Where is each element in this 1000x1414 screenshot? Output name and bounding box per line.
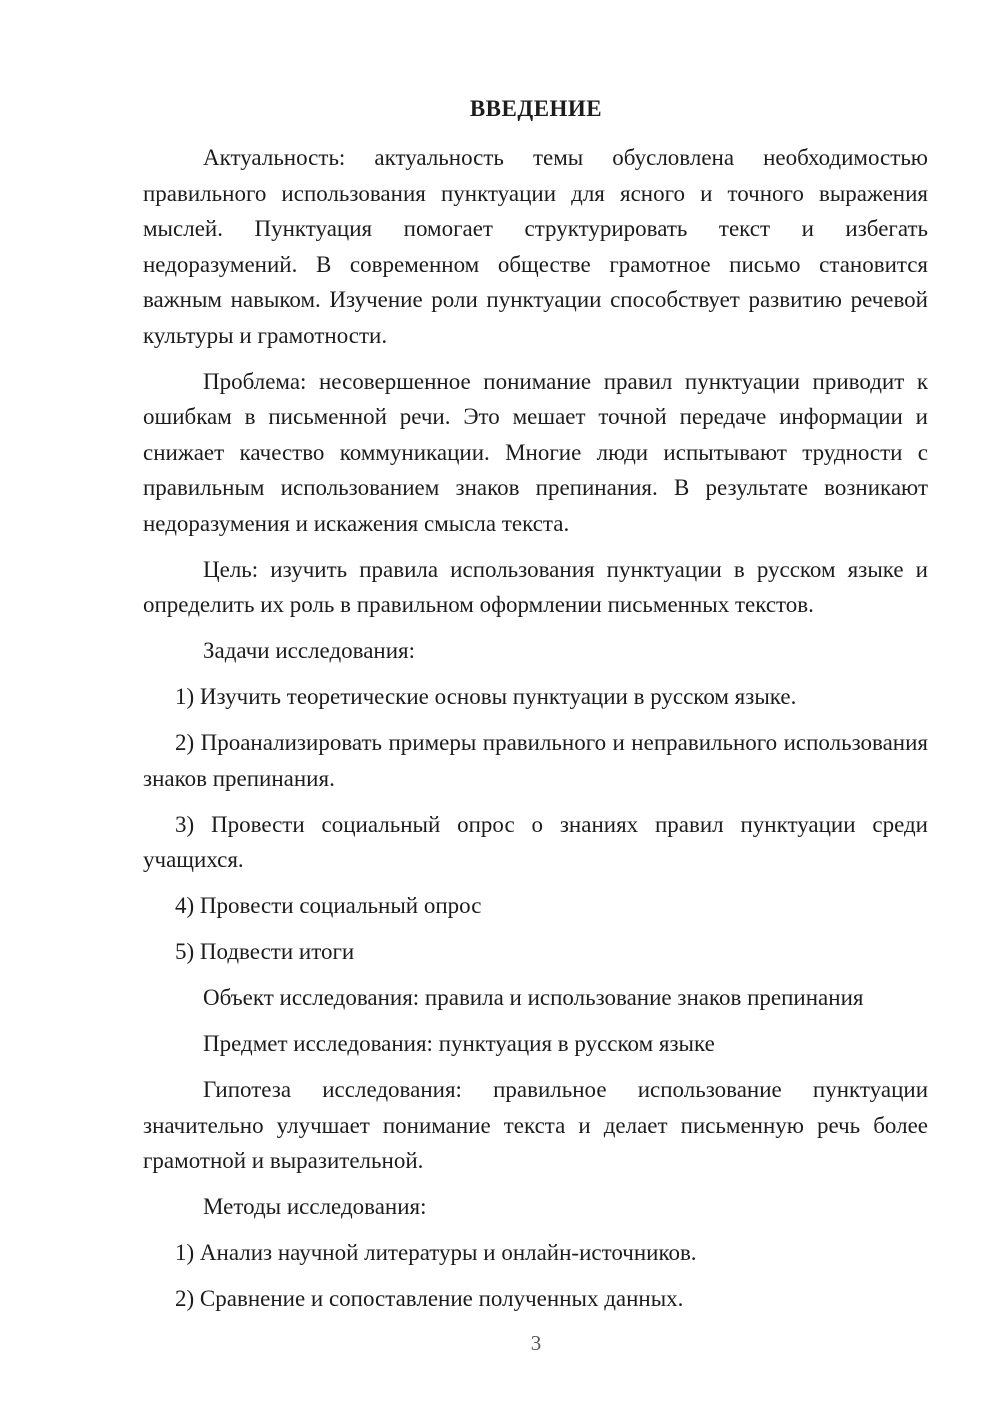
- paragraph-problem: Проблема: несовершенное понимание правил пунктуации приводит к ошибкам в письменной речи. Это мешает точной передаче информации и снижает качество коммуникации. Многие люди испытывают трудности с правильным использованием знаков препинания. В результате возникают недоразумения и искажения смысла текста.: [143, 368, 928, 536]
- list-item-task-1: 1) Изучить теоретические основы пунктуации в русском языке.: [175, 684, 797, 709]
- paragraph-subject: Предмет исследования: пунктуация в русском языке: [203, 1031, 715, 1056]
- list-item-method-1: 1) Анализ научной литературы и онлайн-источников.: [175, 1240, 697, 1265]
- list-item-task-5: 5) Подвести итоги: [175, 939, 355, 964]
- list-item-task-3: 3) Провести социальный опрос о знаниях правил пунктуации среди учащихся.: [143, 811, 928, 872]
- list-item-task-4: 4) Провести социальный опрос: [175, 893, 482, 918]
- paragraph-tasks-heading: Задачи исследования:: [203, 638, 416, 663]
- paragraph-object: Объект исследования: правила и использование знаков препинания: [203, 985, 864, 1010]
- paragraph-goal: Цель: изучить правила использования пунктуации в русском языке и определить их роль в правильном оформлении письменных текстов.: [143, 556, 928, 617]
- paragraph-relevance: Актуальность: актуальность темы обусловлена необходимостью правильного использования пунктуации для ясного и точного выражения мыслей. Пунктуация помогает структурировать текст и избегать недоразумений. В современном обществе грамотное письмо становится важным навыком. Изучение роли пунктуации способствует развитию речевой культуры и грамотности.: [143, 145, 928, 348]
- list-item-task-2: 2) Проанализировать примеры правильного и неправильного использования знаков препинания.: [143, 730, 928, 791]
- list-item-method-2: 2) Сравнение и сопоставление полученных данных.: [175, 1286, 684, 1311]
- paragraph-methods-heading: Методы исследования:: [203, 1194, 427, 1219]
- page-title: [72, 96, 1000, 122]
- document-body: [143, 140, 928, 1317]
- paragraph-hypothesis: Гипотеза исследования: правильное использование пунктуации значительно улучшает понимание текста и делает письменную речь более грамотной и выразительной.: [143, 1077, 928, 1173]
- page-title-text: ВВЕДЕНИЕ: [469, 96, 603, 121]
- page-number: 3: [530, 1331, 542, 1355]
